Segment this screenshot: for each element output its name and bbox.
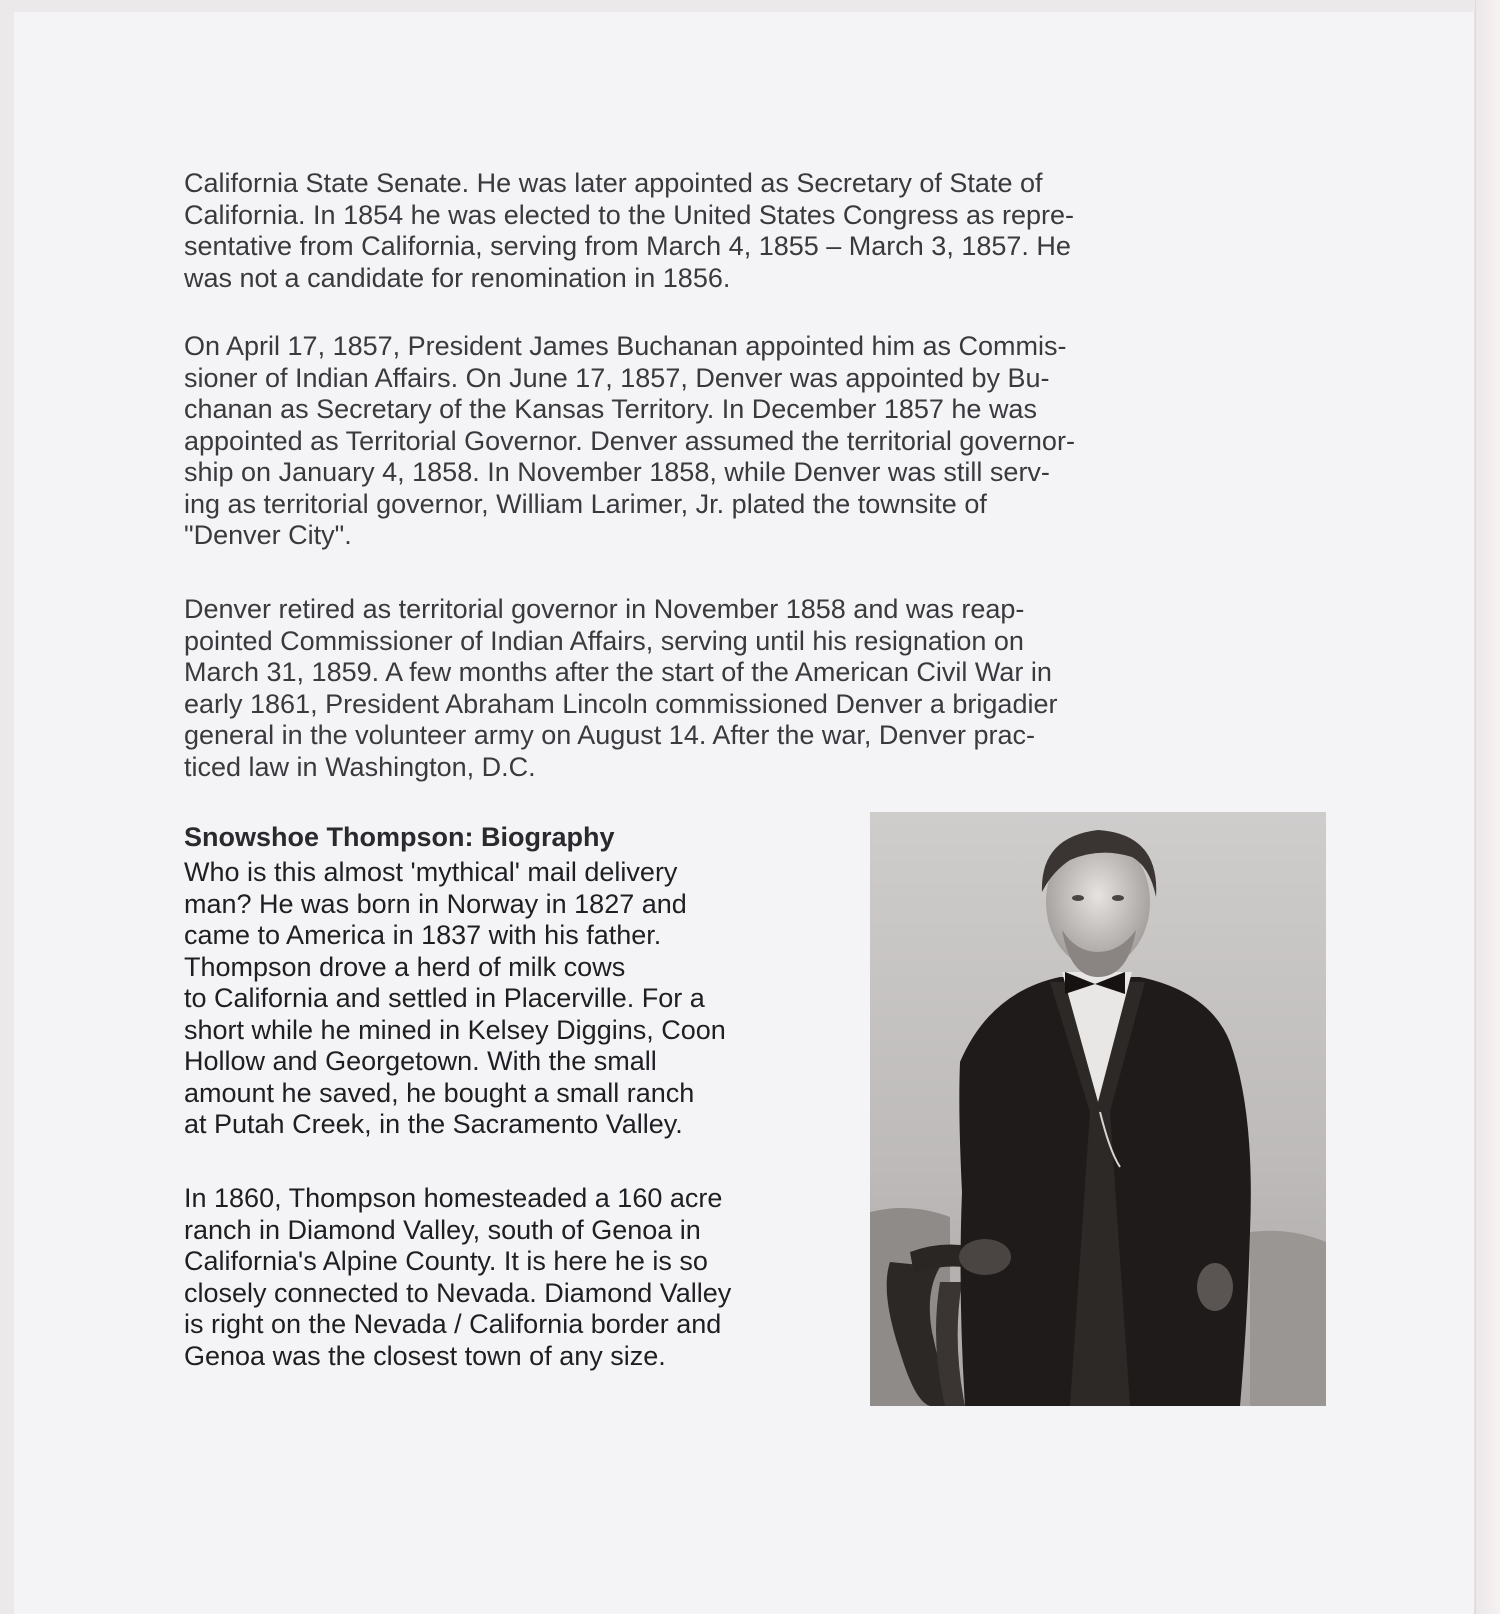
paragraph-biography-intro: Who is this almost 'mythical' mail delivery man? He was born in Norway in 1827 and came to America in 1837 with his father. Thompson drove a herd of milk cows to California and settled in Placerville. For a short while he mined in Kelsey Diggins, Coon Hollow and Georgetown. With the small amount he saved, he bought a small ranch at Putah Creek, in the Sacramento Valley. <box>184 857 726 1139</box>
left-hand <box>959 1239 1011 1275</box>
page-protector-edge <box>1475 0 1500 1614</box>
landscape-right <box>1250 1231 1326 1406</box>
biography-heading: Snowshoe Thompson: Biography <box>184 822 615 852</box>
paragraph-civil-war: Denver retired as territorial governor in November 1858 and was reap- pointed Commissioner of Indian Affairs, serving until his resignation on March 31, 1859. A few months after the start of the American Civil War in early 1861, President Abraham Lincoln commissioned Denver a brigadier general in the volunteer army on August 14. After the war, Denver prac- ticed law in Washington, D.C. <box>184 594 1058 782</box>
paragraph-senate-congress: California State Senate. He was later appointed as Secretary of State of California. In 1854 he was elected to the United States Congress as repre- sentative from California, serving from March 4, 1855 – March 3, 1857. He was not a candidate for renomination in 1856. <box>184 168 1074 293</box>
portrait-photo <box>870 812 1326 1406</box>
right-hand <box>1197 1263 1233 1311</box>
portrait-illustration <box>870 812 1326 1406</box>
paragraph-homestead: In 1860, Thompson homesteaded a 160 acre ranch in Diamond Valley, south of Genoa in California's Alpine County. It is here he is so closely connected to Nevada. Diamond Valley is right on the Nevada / California border and Genoa was the closest town of any size. <box>184 1183 732 1371</box>
paragraph-commissioner-governor: On April 17, 1857, President James Buchanan appointed him as Commis- sioner of Indian Affairs. On June 17, 1857, Denver was appointed by Bu- chanan as Secretary of the Kansas Territory. In December 1857 he was appointed as Territorial Governor. Denver assumed the territorial governor- ship on January 4, 1858. In November 1858, while Denver was still serv- ing as territorial governor, William Larimer, Jr. plated the townsite of "Denver City". <box>184 331 1075 550</box>
right-eye <box>1112 895 1124 901</box>
left-eye <box>1072 895 1084 901</box>
